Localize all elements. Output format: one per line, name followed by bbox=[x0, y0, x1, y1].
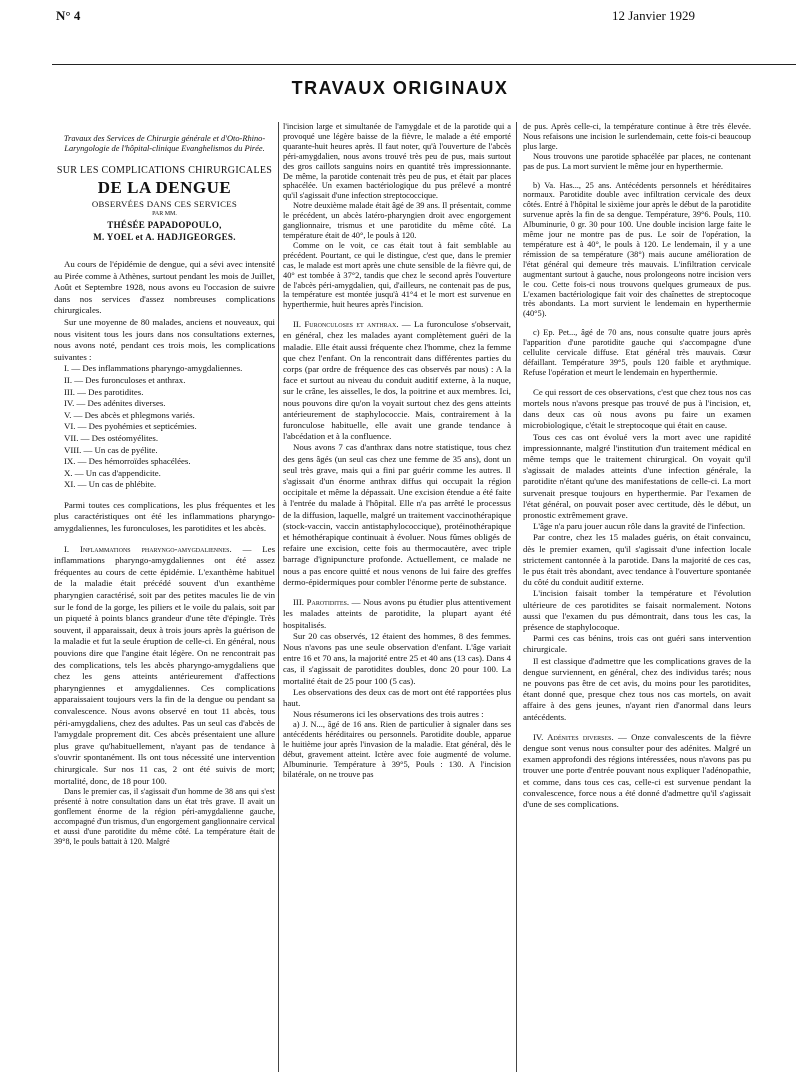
paragraph: Sur une moyenne de 80 malades, anciens et nouveaux, qui nous visitent tous les jours dans nos consultations externes, nous avons noté, pendant ces trois mois, les complications suivantes : bbox=[54, 316, 275, 362]
paragraph: Tous ces cas ont évolué vers la mort avec une rapidité impressionnante, malgré l'institution d'un traitement médical en même temps que le traitement chirurgical. On voyait qu'il s'agissait de malades atteints d'une infection générale, la parotidite n'étant qu'une des manifestations de celle-ci. La mort survenait presque toujours en hyperthermie. Par l'examen de l'état général, on pouvait poser avec certitude, dès le début, un pronostic extrêmement grave. bbox=[523, 431, 751, 520]
paragraph-body: — Onze convalescents de la fièvre dengue sont venus nous consulter pour des adénites. Malgré un examen approfondi des régions intéressées, nous n'avons pas pu trouver une porte d'entrée pouvant nous expliquer l'adénopathie, et comme, dans tous ces cas, celle-ci est survenue pendant la convalescence, force nous a été donné d'admettre qu'il s'agissait d'une de ses complications. bbox=[523, 731, 751, 810]
paragraph: Nous trouvons une parotide sphacélée par places, ne contenant pas de pus. La mort survient le même jour en hyperthermie. bbox=[523, 151, 751, 171]
paragraph-body: — Les inflammations pharyngo-amygdaliennes ont été assez fréquentes au cours de cette épidémie. L'exanthème habituel de la maladie était précédé souvent d'un exanthème pharyngien caractérisé, soit par des petites macules lie de vin sur le fond de la gorge, les piliers et le voile du palais, soit par un piqueté à points blancs grandeur d'une tête d'épingle. Très souvent, il apparaissait, deux à trois jours après la guérison de la maladie et fut la seule éruption de celle-ci. En général, nous pouvions dire que l'angine était légère. On ne rencontrait pas des complications, tels les abcès pharyngo-amygdaliens que chez les gens atteints antérieurement d'affections pharyngiennes et amygdaliennes. Ces complications apparaissaient toujours vers la fin de la dengue ou pendant sa convalescence. Nous avons observé en tout 11 abcès, tous péri-amygdaliens, chez des adultes. Pas un seul cas d'abcès de l'amygdale proprement dit. Ces abcès présentaient une allure plus grave qu'habituellement, n'ayant pas de tendance à s'ouvrir spontanément. Ils ont tous nécessité une intervention chirurgicale. Sur nos 11 cas, 2 ont été suivis de mort; mortalité, donc, de 18 pour 100. bbox=[54, 543, 275, 786]
list-item: II. — Des furonculoses et anthrax. bbox=[64, 374, 186, 385]
paragraph: b) Va. Has..., 25 ans. Antécédents personnels et héréditaires normaux. Parotidite double avec infiltration cervicale des deux côtés. Entré à l'hôpital le sixième jour après le début de la parotidite survenue après la fin de sa dengue. Température, 39°6. Pouls, 110. Albuminurie, 0 gr. 30 pour 100. Une double incision large faite le même jour ne montre pas de pus. Le soir de l'opération, la température est à 40°, le pouls à 120. Le lendemain, il y a une rémission de sa température (38°) mais aucune amélioration de l'état général qui demeure très mauvais. L'infiltration cervicale augmentant surtout à gauche, nous prolongeons notre incision vers le cou. Cette fois-ci nous trouvons quelques grumeaux de pus. L'examen bactériologique fait voir des chaînettes de streptocoque très abondants. La mort survient le lendemain en hyperthermie (40°5). bbox=[523, 180, 751, 319]
paragraph: Il est classique d'admettre que les complications graves de la dengue surviennent, en général, chez des individus tarés; nous ne pouvons pas être de cet avis, du moins pour les parotidites, étant donné que, presque chez tous nos cas mortels, on avait affaire à des gens jeunes, n'ayant rien d'anormal dans leurs antécédents. bbox=[523, 655, 751, 722]
paragraph-body: — Nous avons pu étudier plus attentivement les malades atteints de parotidite, la plupart ayant été hospitalisés. bbox=[283, 597, 512, 630]
section-heading: III. Parotidites. bbox=[293, 597, 350, 608]
column-divider bbox=[516, 122, 517, 1072]
paragraph bbox=[54, 544, 275, 787]
author-line-2: M. YOEL et A. HADJIGEORGES. bbox=[93, 232, 236, 242]
list-item: III. — Des parotidites. bbox=[64, 386, 144, 397]
paragraph: Comme on le voit, ce cas était tout à fait semblable au précédent. Pourtant, ce qui le distingue, c'est que, dans le premier cas, le malade est mort après une chute sensible de la fièvre qui, de 40° est tombée à 37°2, tandis que chez le second après l'ouverture de l'abcès péri-amygdalien, qui, d'ailleurs, ne contenait pas de pus, la température est montée jusqu'à 41°4 et le mort est survenue en hyperthermie, huit heures après l'incision. bbox=[283, 240, 511, 310]
paragraph: Parmi ces cas bénins, trois cas ont guéri sans intervention chirurgicale. bbox=[523, 633, 751, 655]
paragraph: Les observations des deux cas de mort ont été rapportées plus haut. bbox=[283, 686, 511, 708]
list-item: I. — Des inflammations pharyngo-amygdaliennes. bbox=[64, 363, 243, 374]
paragraph: L'âge n'a paru jouer aucun rôle dans la gravité de l'infection. bbox=[533, 521, 746, 532]
by-label: PAR MM. bbox=[152, 211, 177, 217]
paragraph bbox=[283, 597, 511, 631]
paragraph bbox=[283, 319, 511, 442]
paragraph-body: — La furonculose s'observait, en général, chez les malades ayant complètement guéri de la maladie. Elle était aussi fréquente chez l'homme, chez la femme que chez l'enfant. On la rencontrait dans différentes parties du corps (par ordre de fréquence des cas observés par nous) : A la face et surtout au niveau du conduit auditif externe, à la nuque, sur le crâne, les aisselles, le dos, la poitrine et aux membres. Ici, nous pouvons dire qu'on la voyait surtout chez des gens atteints antérieurement de staphylococcie. Mais, contrairement à la furonculose habituelle, elle avait une grande tendance à l'abcédation et à la confluence. bbox=[283, 319, 511, 442]
complications-list bbox=[54, 363, 275, 491]
paragraph: Nous avons 7 cas d'anthrax dans notre statistique, tous chez des gens âgés (un seul cas chez une femme de 35 ans), dont un seul très grave, mais qui a fini par guérir comme les autres. Il s'agissait d'un énorme anthrax diffus qui occupait la région occipitale et même la dépassait. Une excision étendue a été faite à l'entrée du malade à l'hôpital. Elle n'a pas arrêté le processus de la diffusion, laquelle, malgré un traitement vaccinothérapique (stock-vaccin, vaccin antistaphylococcique), protéinothérapique et hémothérapique continuait à évoluer. Nous fûmes obligés de refaire une excision, cette fois au thermocautère, avec triple barrage d'ignipuncture profonde. Actuellement, ce malade ne nous a pas encore quitté et nous venons de lui faire des greffes dermo-épidermiques pour combler l'énorme perte de substance. bbox=[283, 442, 511, 587]
paragraph: Nous résumerons ici les observations des trois autres : bbox=[293, 709, 484, 720]
article-title-line-1: SUR LES COMPLICATIONS CHIRURGICALES bbox=[56, 165, 273, 176]
article-title-line-2: DE LA DENGUE bbox=[97, 178, 232, 197]
list-item: VIII. — Un cas de pyélite. bbox=[64, 444, 158, 455]
list-item: IV. — Des adénites diverses. bbox=[64, 398, 166, 409]
paragraph: a) J. N..., âgé de 16 ans. Rien de particulier à signaler dans ses antécédents héréditaires ou personnels. Parotidite double, apparue le huitième jour après l'invasion de la maladie. Etat général, dès le début, gravement atteint. Ictère avec foie augmenté de volume. Albuminurie. Température à 39°5, Pouls : 130. A l'incision bilatérale, on ne trouve pas bbox=[283, 720, 511, 779]
list-item: X. — Un cas d'appendicite. bbox=[64, 467, 161, 478]
issue-number: N° 4 bbox=[56, 8, 81, 23]
affiliation: Travaux des Services de Chirurgie générale et d'Oto-Rhino-Laryngologie de l'hôpital-clinique Evanghelismos du Pirée. bbox=[63, 134, 266, 153]
paragraph: Parmi toutes ces complications, les plus fréquentes et les plus caractéristiques ont été les inflammations pharyngo-amygdaliennes, les furonculoses, les parotidites et les abcès. bbox=[54, 499, 275, 534]
header-rule bbox=[52, 64, 796, 65]
paragraph: Par contre, chez les 15 malades guéris, on était convaincu, dès le premier examen, qu'il s'agissait d'une infection locale strictement cantonnée à la parotide. Dans la majorité de ces cas, le pus était très abondant, avec tendance à l'ouverture spontanée du côté du conduit auditif externe. bbox=[523, 532, 751, 588]
paragraph: Sur 20 cas observés, 12 étaient des hommes, 8 des femmes. Nous n'avons pas une seule observation d'enfant. L'âge variait entre 16 et 70 ans, la majorité entre 25 et 40 ans (13 cas). Dans 4 cas, il s'agissait de parotidites doubles, donc 20 pour 100. La mortalité était de 25 pour 100 (5 cas). bbox=[283, 630, 511, 686]
author-line-1: THÉSÉE PAPADOPOULO, bbox=[107, 220, 222, 230]
column-3 bbox=[523, 122, 751, 1074]
paragraph: c) Ep. Pet..., âgé de 70 ans, nous consulte quatre jours après l'apparition d'une parotidite gauche qui s'accompagne d'une cellulite cervicale diffuse. Etat général très mauvais. Cœur défaillant. Température 39°5, pouls 120 faible et arythmique. Refuse l'opération et meurt le lendemain en hyperthermie. bbox=[523, 328, 751, 377]
paragraph: Dans le premier cas, il s'agissait d'un homme de 38 ans qui s'est présenté à notre consultation dans un état très grave. Il avait un gonflement énorme de la région péri-amygdalienne gauche, accompagné d'un trismus, d'un engorgement ganglionnaire cervical et aussi d'une parotidite du même côté. La température était de 39°8, le pouls battait à 120. Malgré bbox=[54, 787, 275, 847]
paragraph: Au cours de l'épidémie de dengue, qui a sévi avec intensité au Pirée comme à Athènes, surtout pendant les mois de Juillet, Août et Septembre 1928, nous avons eu l'occasion de suivre dans nos services d'assez nombreuses complications chirurgicales. bbox=[54, 259, 275, 316]
section-heading: IV. Adénites diverses. bbox=[533, 731, 614, 742]
paragraph: de pus. Après celle-ci, la température continue à être très élevée. Nous refaisons une incision le surlendemain, cette fois-ci beaucoup plus large. bbox=[523, 122, 751, 151]
list-item: V. — Des abcès et phlegmons variés. bbox=[64, 409, 195, 420]
column-1 bbox=[54, 134, 275, 1074]
paragraph: Notre deuxième malade était âgé de 39 ans. Il présentait, comme le précédent, un abcès latéro-pharyngien droit avec engorgement ganglionnaire, trismus et une parotidite du même côté. La température était de 40°, le pouls à 120. bbox=[283, 201, 511, 240]
article-title-line-3: OBSERVÉES DANS CES SERVICES bbox=[91, 199, 238, 209]
column-2 bbox=[283, 122, 511, 1074]
section-heading: I. Inflammations pharyngo-amygdaliennes. bbox=[64, 543, 232, 554]
paragraph bbox=[523, 732, 751, 810]
list-item: IX. — Des hémorroïdes sphacélées. bbox=[64, 456, 191, 467]
issue-date: 12 Janvier 1929 bbox=[612, 8, 696, 23]
list-item: XI. — Un cas de phlébite. bbox=[64, 479, 157, 490]
list-item: VI. — Des pyohémies et septicémies. bbox=[64, 421, 197, 432]
paragraph: Ce qui ressort de ces observations, c'est que chez tous nos cas mortels nous n'avons presque pas trouvé de pus à l'incision, et, dans deux cas où nous avons pu faire un examen microbiologique, c'était le streptocoque qui était en cause. bbox=[523, 386, 751, 431]
section-heading: II. Furonculoses et anthrax. bbox=[293, 319, 399, 330]
paragraph: l'incision large et simultanée de l'amygdale et de la parotide qui a provoqué une légère baisse de la fièvre, le malade a été emporté quarante-huit heures après. Il faut noter, qu'à l'ouverture de l'abcès péri-amygdalien, nous avons trouvé très peu de pus, mais surtout des gros caillots sanguins noirs en quantité très impressionnante. De même, la parotide contenait très peu de pus, et était par places sphacélée. Un examen bactériologique du pus prélevé a montré qu'il s'agissait d'une infection streptococcique. bbox=[283, 122, 511, 201]
list-item: VII. — Des ostéomyélites. bbox=[64, 432, 159, 443]
section-title: TRAVAUX ORIGINAUX bbox=[291, 78, 509, 98]
paragraph: L'incision faisait tomber la température et l'évolution ultérieure de ces parotidites se faisait normalement. Notons aussi que l'examen du pus démontrait, dans tous les cas, la présence de staphylocoque. bbox=[523, 588, 751, 633]
column-divider bbox=[278, 122, 279, 1072]
running-header bbox=[0, 8, 800, 24]
